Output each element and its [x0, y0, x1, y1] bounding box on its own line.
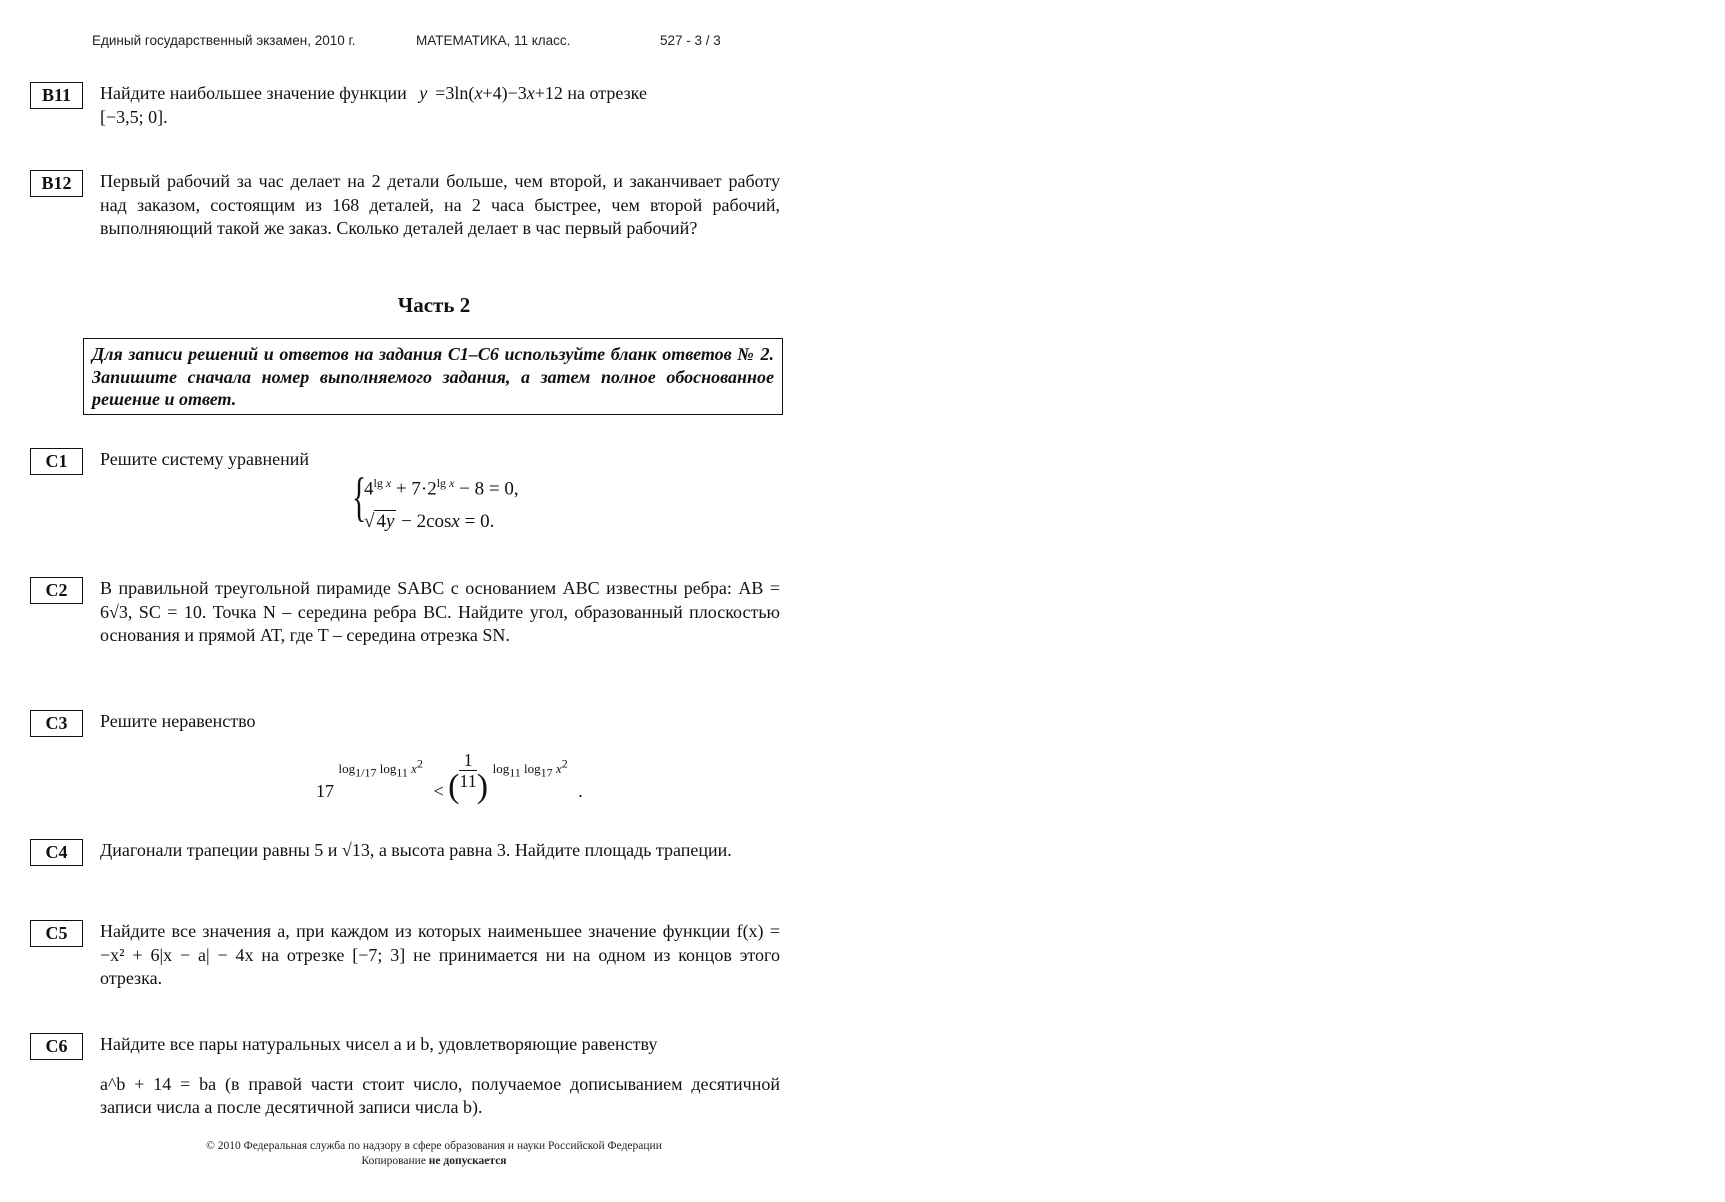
inequality: 17 $^{log_{1/17} log_{11} x^2}$ < ( $\frac{1}{11}$ ) $^{log_{11} log_{17} x^2}$ . [316, 750, 583, 805]
system-brace: { [352, 467, 367, 527]
task-text: Диагонали трапеции равны 5 и √13, а высота равна 3. Найдите площадь трапеции. [100, 840, 732, 860]
task-label: C6 [30, 1033, 83, 1060]
page-footer [0, 1139, 868, 1169]
header-exam: Единый государственный экзамен, 2010 г. [92, 33, 356, 48]
task-text: В правильной треугольной пирамиде SABC с основанием ABC известны ребра: AB = 6√3, SC = 10. Точка N – середина ребра BC. Найдите угол, образованный плоскостью основания и прямой AT, где T – середина отрезка SN. [100, 578, 780, 645]
task-label: C1 [30, 448, 83, 475]
interval: [−3,5; 0]. [100, 106, 168, 127]
header-code: 527 - 3 / 3 [660, 33, 721, 48]
copy-notice: Копирование не допускается [361, 1155, 507, 1167]
instructions-box: Для записи решений и ответов на задания С1–С6 используйте бланк ответов № 2. Запишите сначала номер выполняемого задания, а затем полное обоснованное решение и ответ. [83, 338, 783, 415]
task-text: Найдите все значения a, при каждом из которых наименьшее значение функции f(x) = −x² + 6|x − a| − 4x на отрезке [−7; 3] не принимается ни на одном из концов этого отрезка. [100, 921, 780, 988]
task-label: B12 [30, 170, 83, 197]
task-text: Найдите наибольшее значение функции y =3ln(x+4)−3x+12 на отрезке [−3,5; 0]. [100, 83, 647, 127]
part-title: Часть 2 [397, 293, 471, 317]
task-text: Решите неравенство [100, 711, 256, 731]
task-label: C5 [30, 920, 83, 947]
equation-2: √ 4y − 2cosx = 0. [364, 511, 495, 532]
function-formula: y [419, 83, 428, 103]
task-text: Решите систему уравнений [100, 449, 309, 469]
copyright: © 2010 Федеральная служба по надзору в сфере образования и науки Российской Федерации [206, 1140, 662, 1152]
header-subject: МАТЕМАТИКА, 11 класс. [416, 33, 571, 48]
task-label: B11 [30, 82, 83, 109]
task-label: C3 [30, 710, 83, 737]
task-label: C4 [30, 839, 83, 866]
task-text: Первый рабочий за час делает на 2 детали больше, чем второй, и заканчивает работу над заказом, состоящим из 168 деталей, на 2 часа быстрее, чем второй рабочий, выполняющий такой же заказ. Сколько деталей делает в час первый рабочий? [100, 171, 780, 238]
task-text: Найдите все пары натуральных чисел a и b, удовлетворяющие равенству a^b + 14 = ba (в правой части стоит число, получаемое дописыванием десятичной записи числа a после десятичной записи числа b). [100, 1034, 780, 1117]
equation-1: $4^{lg x} + 7\cdot 2^{lg x} - 8 = 0$, [364, 476, 519, 500]
task-label: C2 [30, 577, 83, 604]
